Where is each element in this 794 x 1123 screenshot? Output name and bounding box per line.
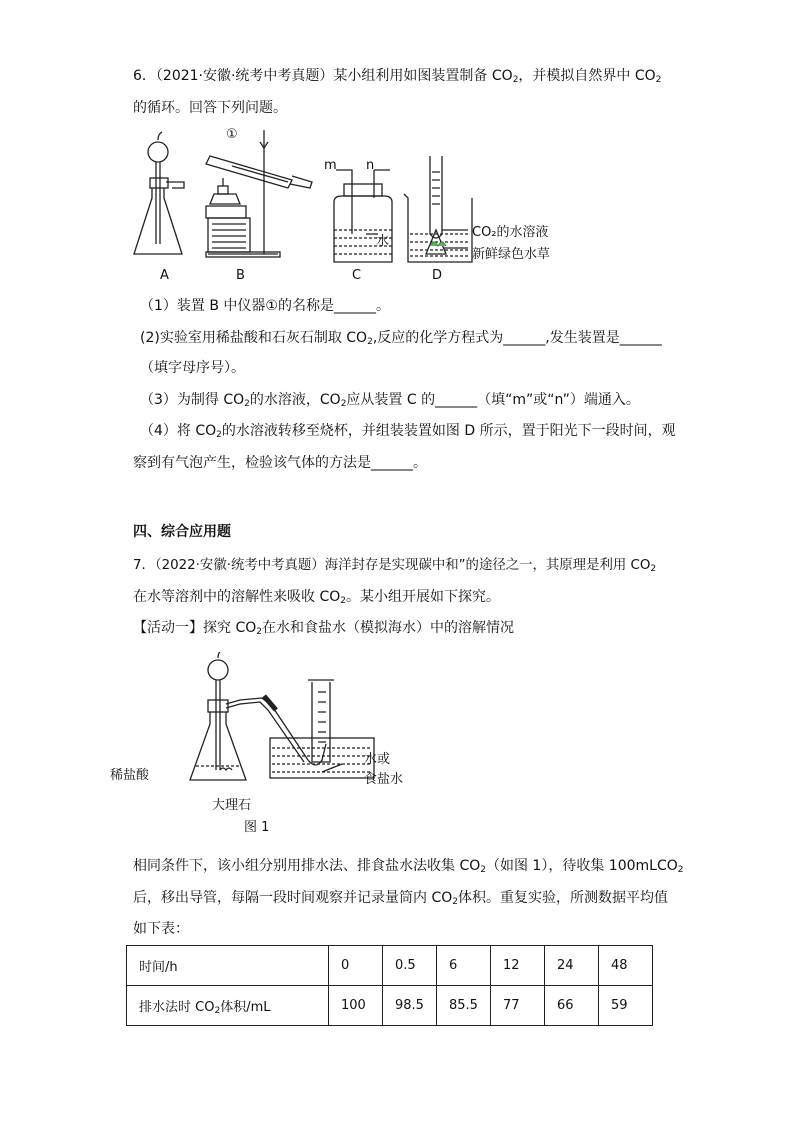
label-water-or: 水或 — [364, 752, 391, 767]
q6-p3: （3）为制得 $CO_2$的水溶液，$CO_2$应从装置 C 的______（填“m”或“n”）端通入。 — [140, 392, 640, 409]
table-row — [127, 946, 653, 986]
q6-p2: (2)实验室用稀盐酸和石灰石制取 $CO_2$,反应的化学方程式为______,发生装置是______ — [140, 330, 662, 347]
row-label-volume: 排水法时 $CO_2$体积/mL — [127, 986, 329, 1026]
label-marble: 大理石 — [212, 798, 252, 813]
figure-1-caption: 图 1 — [244, 820, 270, 835]
q6-p4-cont: 察到有气泡产生，检验该气体的方法是______。 — [133, 455, 427, 471]
table-cell: 0 — [329, 946, 383, 986]
apparatus-b — [206, 130, 312, 257]
label-d: D — [432, 268, 443, 283]
table-cell: 24 — [545, 946, 599, 986]
q6-p4: （4）将 $CO_2$的水溶液转移至烧杯，并组装装置如图 D 所示，置于阳光下一段时间，观 — [140, 423, 676, 440]
q6-line1: 6．（2021·安徽·统考中考真题）某小组利用如图装置制备 $CO_2$，并模拟自然界中 $CO_2$ — [133, 68, 662, 85]
section-heading: 四、综合应用题 — [133, 524, 231, 540]
label-co2-solution: CO₂的水溶液 — [472, 225, 549, 240]
q7-body2: 后，移出导管，每隔一段时间观察并记录量筒内 $CO_2$体积。重复实验，所测数据平均值 — [133, 890, 668, 907]
q7-line1: 7．（2022·安徽·统考中考真题）海洋封存是实现碳中和”的途径之一，其原理是利用 $CO_2$ — [133, 558, 657, 574]
q6-p2-cont: （填字母序号）。 — [140, 360, 245, 376]
apparatus-a — [134, 132, 184, 254]
label-n: n — [366, 158, 375, 173]
label-m: m — [324, 158, 337, 173]
label-water: 水 — [376, 234, 390, 249]
table-cell: 66 — [545, 986, 599, 1026]
row-label-time: 时间/h — [127, 946, 329, 986]
q6-line2: 的循环。回答下列问题。 — [133, 100, 287, 116]
label-brine: 食盐水 — [364, 772, 404, 787]
table-cell: 6 — [437, 946, 491, 986]
label-a: A — [160, 268, 169, 283]
q6-p1: （1）装置 B 中仪器①的名称是______。 — [140, 298, 390, 314]
q7-body3: 如下表： — [133, 921, 189, 937]
table-cell: 98.5 — [383, 986, 437, 1026]
label-c: C — [352, 268, 362, 283]
q7-body1: 相同条件下，该小组分别用排水法、排食盐水法收集 $CO_2$（如图 1），待收集 100mLCO$_2$ — [133, 858, 684, 875]
table-cell: 12 — [491, 946, 545, 986]
label-plant: 新鲜绿色水草 — [472, 247, 551, 262]
table-row — [127, 986, 653, 1026]
table-cell: 77 — [491, 986, 545, 1026]
figure-1-apparatus — [180, 652, 380, 792]
q6-apparatus-figure — [128, 126, 588, 286]
label-b: B — [236, 268, 245, 283]
table-cell: 85.5 — [437, 986, 491, 1026]
q7-activity: 【活动一】探究 $CO_2$在水和食盐水（模拟海水）中的溶解情况 — [133, 620, 514, 637]
table-cell: 0.5 — [383, 946, 437, 986]
table-cell: 100 — [329, 986, 383, 1026]
q7-line2: 在水等溶剂中的溶解性来吸收 $CO_2$。某小组开展如下探究。 — [133, 589, 500, 606]
label-circle-1: ① — [226, 127, 238, 142]
co2-volume-table — [126, 945, 653, 1026]
table-cell: 59 — [599, 986, 653, 1026]
label-dilute-acid: 稀盐酸 — [110, 768, 150, 783]
table-cell: 48 — [599, 946, 653, 986]
